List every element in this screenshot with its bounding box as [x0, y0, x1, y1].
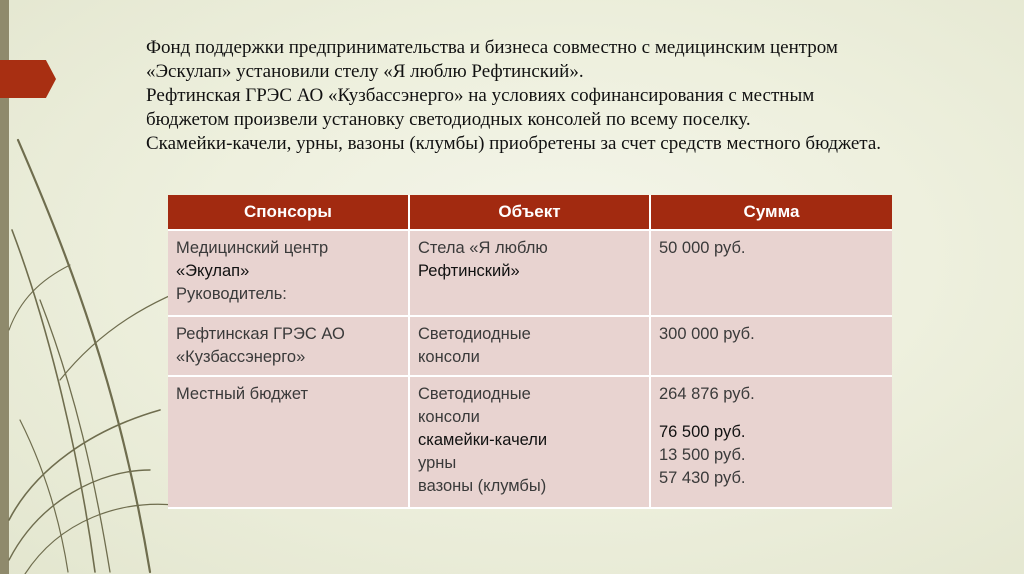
cell-line: «Экулап» — [176, 262, 250, 280]
intro-line: «Эскулап» установили стелу «Я люблю Рефтинский». — [146, 61, 584, 82]
cell-sponsor — [168, 376, 409, 508]
cell-line: Местный бюджет — [176, 385, 308, 403]
intro-text — [146, 36, 1006, 156]
cell-line: скамейки-качели — [418, 431, 548, 449]
decor-curve — [25, 504, 175, 574]
table-row — [168, 316, 892, 376]
header-sponsors: Спонсоры — [168, 195, 409, 230]
accent-arrow-tab — [0, 60, 56, 98]
cell-line: Рефтинская ГРЭС АО — [176, 325, 345, 343]
cell-line: 264 876 руб. — [659, 385, 755, 403]
cell-line: Светодиодные — [418, 385, 531, 403]
cell-line: Рефтинский» — [418, 262, 520, 280]
cell-sponsor — [168, 316, 409, 376]
intro-line: Фонд поддержки предпринимательства и бизнеса совместно с медицинским центром — [146, 37, 838, 58]
cell-line: 57 430 руб. — [659, 469, 746, 487]
decor-curve — [20, 420, 68, 572]
cell-line: 13 500 руб. — [659, 446, 746, 464]
table-row — [168, 230, 892, 316]
table-row — [168, 376, 892, 508]
cell-spacer — [659, 406, 884, 421]
cell-line: консоли — [418, 408, 480, 426]
cell-line: Стела «Я люблю — [418, 239, 548, 257]
cell-line: урны — [418, 454, 457, 472]
header-object: Объект — [409, 195, 650, 230]
cell-line: 50 000 руб. — [659, 239, 746, 257]
cell-line: Медицинский центр — [176, 239, 329, 257]
cell-object — [409, 230, 650, 316]
decor-curve — [9, 265, 70, 330]
intro-line: Рефтинская ГРЭС АО «Кузбассэнерго» на условиях софинансирования с местным — [146, 85, 815, 106]
cell-line: вазоны (клумбы) — [418, 477, 547, 495]
cell-sponsor — [168, 230, 409, 316]
cell-line: Руководитель: — [176, 285, 287, 303]
cell-amount — [650, 230, 892, 316]
sponsors-table — [168, 195, 892, 509]
decor-curve — [12, 230, 95, 572]
cell-amount — [650, 376, 892, 508]
header-amount: Сумма — [650, 195, 892, 230]
decor-curve — [40, 300, 110, 572]
cell-object — [409, 316, 650, 376]
decor-curve — [18, 140, 150, 572]
cell-object — [409, 376, 650, 508]
decor-curve — [9, 470, 150, 560]
intro-line: Скамейки-качели, урны, вазоны (клумбы) приобретены за счет средств местного бюджета. — [146, 133, 882, 154]
cell-line: консоли — [418, 348, 480, 366]
cell-line: «Кузбассэнерго» — [176, 348, 306, 366]
cell-amount — [650, 316, 892, 376]
cell-line: 300 000 руб. — [659, 325, 755, 343]
intro-line: бюджетом произвели установку светодиодных консолей по всему поселку. — [146, 109, 751, 130]
cell-line: Светодиодные — [418, 325, 531, 343]
cell-line: 76 500 руб. — [659, 423, 746, 441]
table-header-row — [168, 195, 892, 230]
